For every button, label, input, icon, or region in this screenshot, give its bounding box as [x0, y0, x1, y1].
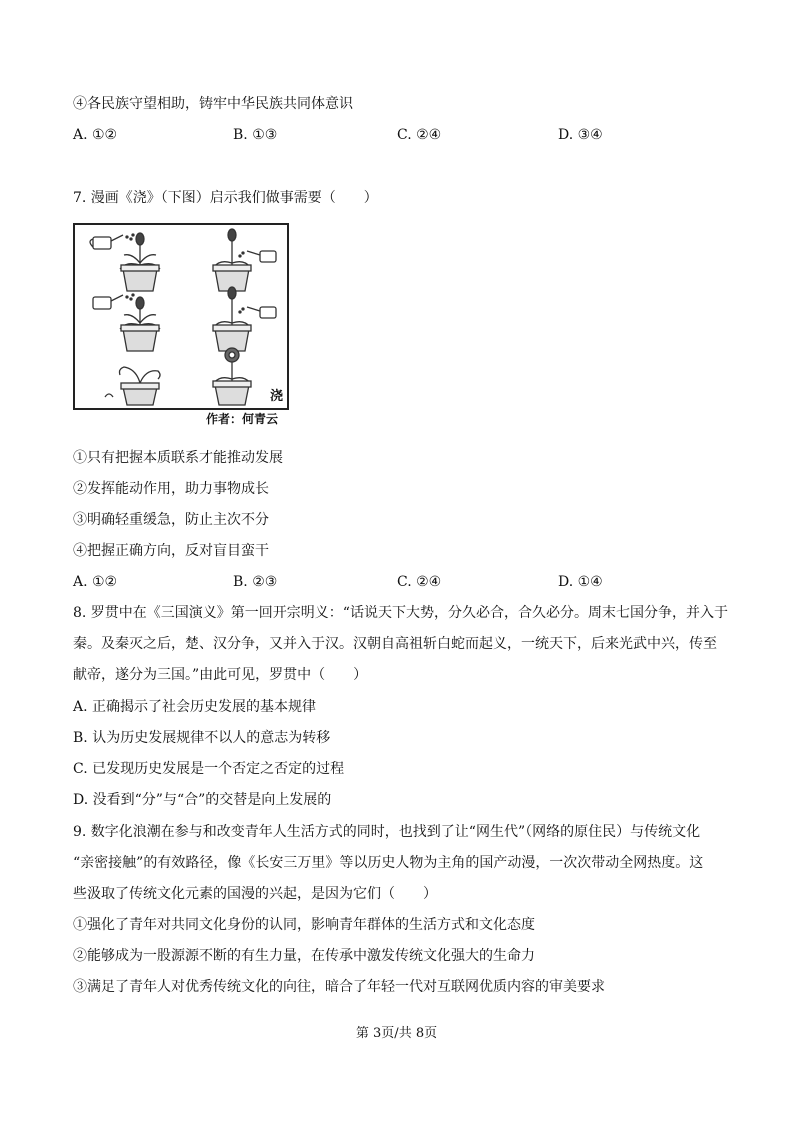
- q8-stem-line-2: 秦。及秦灭之后，楚、汉分争，又并入于汉。汉朝自高祖斩白蛇而起义，一统天下，后来光武中兴，传至: [73, 636, 717, 652]
- cartoon-image: [73, 223, 289, 410]
- q6-option-d[interactable]: D. ③④: [558, 127, 603, 143]
- q9-stem-line-3: 些汲取了传统文化元素的国漫的兴起，是因为它们（ ）: [73, 886, 437, 902]
- q7-option-d[interactable]: D. ①④: [558, 574, 603, 590]
- q9-item-1: ①强化了青年对共同文化身份的认同，影响青年群体的生活方式和文化态度: [73, 917, 535, 933]
- q7-option-b[interactable]: B. ②③: [233, 574, 278, 590]
- q7-item-1: ①只有把握本质联系才能推动发展: [73, 450, 283, 466]
- q8-option-d[interactable]: D. 没看到“分”与“合”的交替是向上发展的: [73, 792, 332, 808]
- q9-stem-line-1: 9. 数字化浪潮在参与和改变青年人生活方式的同时，也找到了让“网生代”（网络的原住民）与传统文化: [73, 824, 701, 840]
- q7-item-4: ④把握正确方向，反对盲目蛮干: [73, 543, 269, 559]
- q8-stem-line-1: 8. 罗贯中在《三国演义》第一回开宗明义：“话说天下大势，分久必合，合久必分。周末七国分争，并入于: [73, 605, 728, 621]
- cartoon-title: 浇: [269, 389, 283, 404]
- page-footer: 第 3页/共 8页: [355, 1026, 438, 1041]
- q6-options: [73, 125, 693, 145]
- q6-item-4: ④各民族守望相助，铸牢中华民族共同体意识: [73, 96, 353, 112]
- q7-options: [73, 572, 693, 592]
- q8-option-a[interactable]: A. 正确揭示了社会历史发展的基本规律: [73, 699, 317, 715]
- q6-option-b[interactable]: B. ①③: [233, 127, 278, 143]
- q6-option-a[interactable]: A. ①②: [73, 127, 118, 143]
- q6-option-c[interactable]: C. ②④: [397, 127, 442, 143]
- q8-option-b[interactable]: B. 认为历史发展规律不以人的意志为转移: [73, 730, 331, 746]
- cartoon-author: 作者：何青云: [206, 412, 279, 426]
- q9-item-3: ③满足了青年人对优秀传统文化的向往，暗合了年轻一代对互联网优质内容的审美要求: [73, 979, 605, 995]
- q7-stem: 7. 漫画《浇》（下图）启示我们做事需要（ ）: [73, 190, 378, 206]
- q7-item-3: ③明确轻重缓急，防止主次不分: [73, 512, 269, 528]
- q8-option-c[interactable]: C. 已发现历史发展是一个否定之否定的过程: [73, 761, 345, 777]
- q7-item-2: ②发挥能动作用，助力事物成长: [73, 481, 269, 497]
- cartoon-drawing: [75, 225, 287, 408]
- q7-option-c[interactable]: C. ②④: [397, 574, 442, 590]
- q9-item-2: ②能够成为一股源源不断的有生力量，在传承中激发传统文化强大的生命力: [73, 948, 535, 964]
- q8-stem-line-3: 献帝，遂分为三国。”由此可见，罗贯中（ ）: [73, 667, 368, 683]
- q9-stem-line-2: “亲密接触”的有效路径，像《长安三万里》等以历史人物为主角的国产动漫，一次次带动全网热度。这: [73, 855, 704, 871]
- q7-option-a[interactable]: A. ①②: [73, 574, 118, 590]
